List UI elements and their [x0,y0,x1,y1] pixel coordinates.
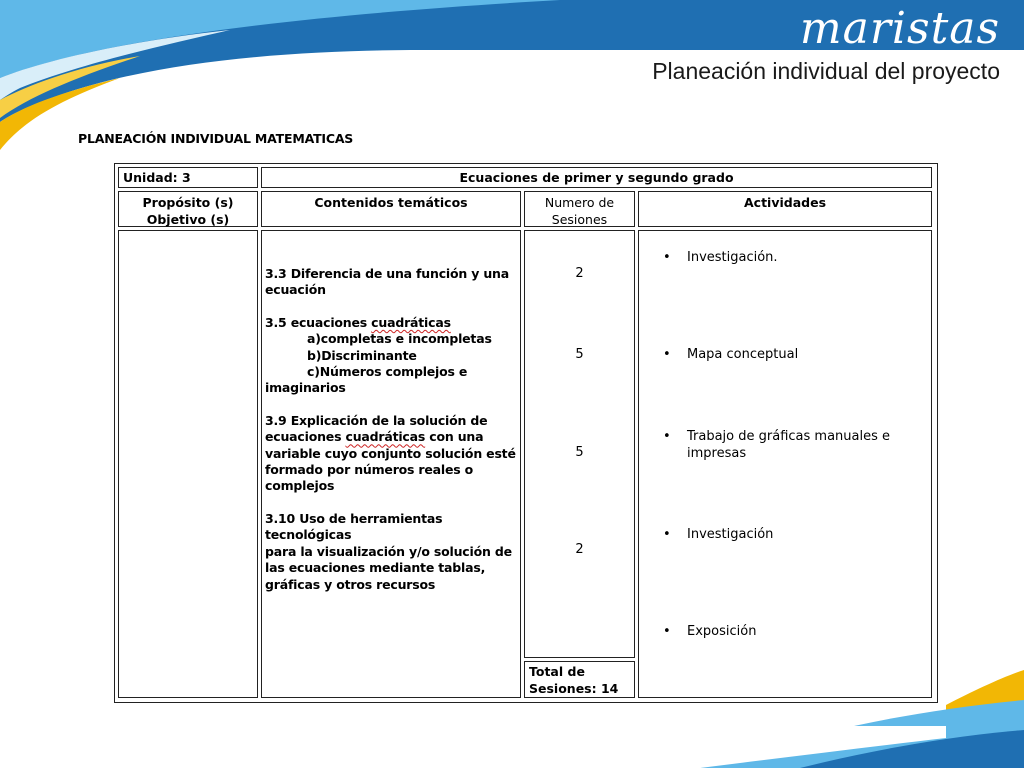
bullet-icon: • [663,527,671,542]
activity-item: • Mapa conceptual [663,347,799,362]
contents-header-cell [261,191,521,227]
purpose-header-line1: Propósito (s) [142,195,234,210]
content-item-3-10: 3.10 Uso de herramientas tecnológicas para la visualización y/o solución de las ecuaciones mediante tablas, gráficas y otros recursos [265,510,512,592]
unit-label-cell [118,167,258,188]
unit-label: Unidad: 3 [123,170,191,185]
contents-body-cell [261,230,521,698]
spellcheck-word: cuadráticas [371,314,451,330]
sessions-value: 5 [575,445,584,460]
content-item-3-9: 3.9 Explicación de la solución de ecuaciones cuadráticas con una variable cuyo conjunto solución esté formado por números reales o complejos [265,412,516,494]
unit-title-cell [261,167,932,188]
activity-item: • Exposición [663,624,757,639]
sessions-total-line2: Sesiones: 14 [529,680,619,696]
activity-item: • Trabajo de gráficas manuales e impresas [663,429,890,461]
slide-title: Planeación individual del proyecto [652,58,1000,84]
contents-header: Contenidos temáticos [314,195,468,210]
bullet-icon: • [663,250,671,265]
unit-title: Ecuaciones de primer y segundo grado [459,170,734,185]
activities-header-cell [638,191,932,227]
sessions-header-cell [524,191,635,227]
sessions-value: 5 [575,347,584,362]
activities-header: Actividades [743,195,827,210]
document-heading: PLANEACIÓN INDIVIDUAL MATEMATICAS [78,131,354,146]
purpose-header-line2: Objetivo (s) [146,211,230,227]
spellcheck-word: cuadráticas [345,429,426,445]
activity-item: • Investigación [663,527,774,542]
sessions-value: 2 [575,266,584,281]
purpose-header-cell [118,191,258,227]
sessions-body-cell [524,230,635,658]
bullet-icon: • [663,347,671,362]
bullet-icon: • [663,429,671,444]
activities-body-cell [638,230,932,698]
sessions-header-line1: Numero de [544,195,615,210]
bullet-icon: • [663,624,671,639]
activity-item: • Investigación. [663,250,778,265]
sessions-total-line1: Total de [529,664,585,679]
sessions-total-cell [524,661,635,698]
maristas-logo: maristas [799,3,1001,54]
sessions-value: 2 [575,542,584,557]
content-item-3-3: 3.3 Diferencia de una función y una ecuación [265,266,509,298]
purpose-body-cell [118,230,258,698]
content-item-3-5: 3.5 ecuaciones cuadráticas a)completas e incompletas b)Discriminante c)Números complejos e imaginarios [265,314,492,396]
sessions-header-line2: Sesiones [551,211,608,227]
